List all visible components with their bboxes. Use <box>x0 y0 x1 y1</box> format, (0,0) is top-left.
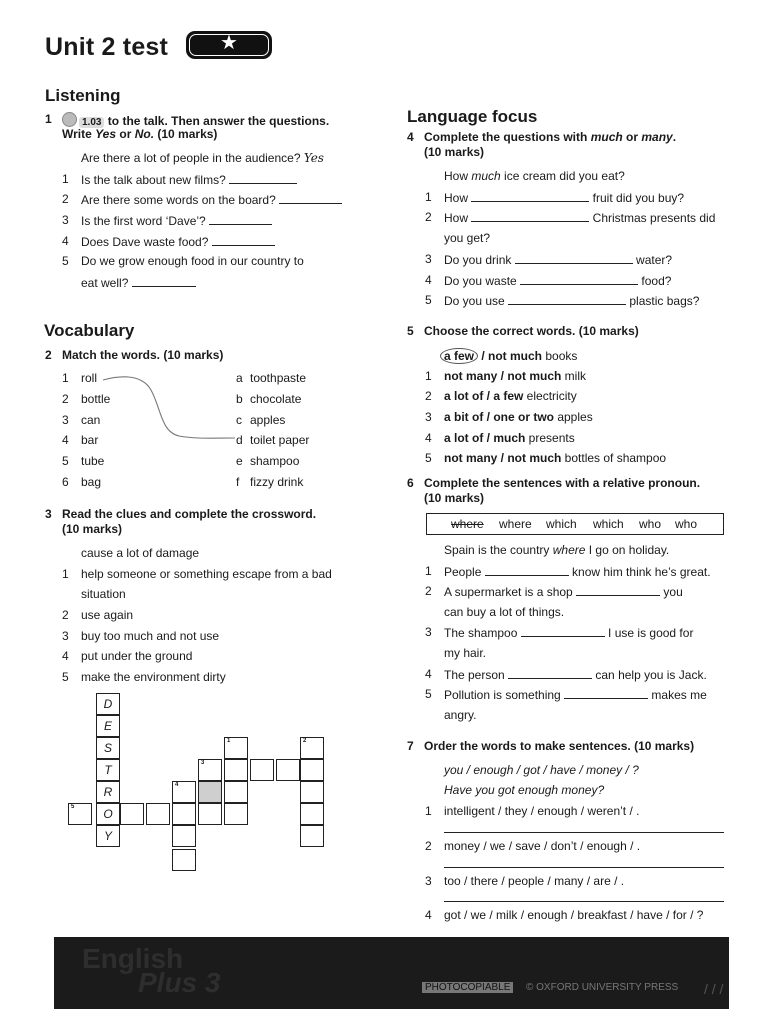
question-7-instruction: 7 Order the words to make sentences. (10 marks) <box>407 739 695 753</box>
crossword-cell[interactable] <box>172 803 196 825</box>
crossword-cell[interactable]: D <box>96 693 120 715</box>
question-5-item: 1 not many / not much milk <box>425 369 587 383</box>
matching-line <box>95 370 245 445</box>
clue-item-continuation: situation <box>81 587 126 601</box>
crossword-cell[interactable] <box>172 825 196 847</box>
question-7-example-prompt: you / enough / got / have / money / ? <box>444 763 639 777</box>
crossword-cell-shaded <box>198 781 222 803</box>
answer-blank[interactable] <box>471 210 589 222</box>
question-4-item: 1 How fruit did you buy? <box>425 190 685 205</box>
crossword-cell[interactable] <box>224 781 248 803</box>
question-4-item-continuation: you get? <box>444 231 491 245</box>
clue-item: 5 make the environment dirty <box>62 670 226 684</box>
word-box-item: which <box>593 517 624 531</box>
answer-blank[interactable] <box>515 252 633 264</box>
page-title: Unit 2 test <box>45 33 169 61</box>
match-left-item: 3 can <box>62 413 101 427</box>
language-focus-heading: Language focus <box>407 107 538 126</box>
question-7-item: 1 intelligent / they / enough / weren’t / . <box>425 804 640 818</box>
word-box-item: who <box>675 517 698 531</box>
question-4-item: 5 Do you use plastic bags? <box>425 293 700 308</box>
answer-blank[interactable] <box>520 273 638 285</box>
question-4-item: 3 Do you drink water? <box>425 252 673 267</box>
crossword-cell[interactable]: S <box>96 737 120 759</box>
question-5-item: 5 not many / not much bottles of shampoo <box>425 451 667 465</box>
crossword-cell[interactable] <box>300 803 324 825</box>
question-1-item: 1 Is the talk about new films? <box>62 172 362 187</box>
question-6-item: 5 Pollution is something makes me <box>425 687 707 702</box>
question-2-instruction: 2 Match the words. (10 marks) <box>45 348 224 362</box>
crossword-cell[interactable]: 3 <box>198 759 222 781</box>
answer-blank[interactable] <box>212 234 275 246</box>
match-right-item: e shampoo <box>236 454 300 468</box>
word-box-item: who <box>639 517 662 531</box>
audio-cd-icon <box>62 112 77 127</box>
english-plus-logo-number: Plus 3 <box>138 967 221 998</box>
crossword-cell[interactable]: 1 <box>224 737 248 759</box>
answer-line[interactable] <box>444 901 724 902</box>
crossword-cell[interactable]: 4 <box>172 781 196 803</box>
answer-blank[interactable] <box>132 275 196 287</box>
answer-blank[interactable] <box>508 667 592 679</box>
question-1-item-continuation: eat well? <box>81 275 196 290</box>
question-1-item: 4 Does Dave waste food? <box>62 234 362 249</box>
clue-item: 1 help someone or something escape from a bad <box>62 567 332 581</box>
crossword-cell[interactable]: 2 <box>300 737 324 759</box>
listening-heading: Listening <box>45 86 121 105</box>
match-right-item: a toothpaste <box>236 371 307 385</box>
match-right-item: f fizzy drink <box>236 475 304 489</box>
question-7-item: 2 money / we / save / don’t / enough / . <box>425 839 641 853</box>
crossword-cell[interactable]: R <box>96 781 120 803</box>
answer-line[interactable] <box>444 867 724 868</box>
crossword-cell[interactable]: T <box>96 759 120 781</box>
question-5-example: a few / not much books <box>444 348 577 364</box>
question-6-item: 4 The person can help you is Jack. <box>425 667 707 682</box>
question-4-item: 4 Do you waste food? <box>425 273 672 288</box>
word-box-item: which <box>546 517 577 531</box>
crossword-cell[interactable] <box>300 759 324 781</box>
question-4-instruction: 4 Complete the questions with much or many. (10 marks) <box>407 130 677 159</box>
footer-banner <box>54 937 729 1009</box>
crossword-cell[interactable]: 5 <box>68 803 92 825</box>
word-box-item: where <box>499 517 532 531</box>
question-7-item: 3 too / there / people / many / are / . <box>425 874 625 888</box>
match-left-item: 1 roll <box>62 371 98 385</box>
crossword-cell[interactable] <box>276 759 300 781</box>
slash-decoration: / / / <box>704 981 724 997</box>
question-6-instruction: 6 Complete the sentences with a relative pronoun. (10 marks) <box>407 476 701 505</box>
photocopiable-label: PHOTOCOPIABLE <box>422 982 513 993</box>
question-6-item: 1 People know him think he’s great. <box>425 564 711 579</box>
question-3-example: cause a lot of damage <box>81 546 200 560</box>
question-6-item: 3 The shampoo I use is good for <box>425 625 694 640</box>
question-6-item-continuation: my hair. <box>444 646 487 660</box>
match-right-item: d toilet paper <box>236 433 310 447</box>
track-number: 1.03 <box>79 117 104 128</box>
question-5-item: 2 a lot of / a few electricity <box>425 389 577 403</box>
question-1-item: 5 Do we grow enough food in our country to <box>62 254 304 268</box>
word-box <box>426 513 724 535</box>
crossword-cell[interactable]: O <box>96 803 120 825</box>
match-left-item: 5 tube <box>62 454 105 468</box>
question-5-item: 4 a lot of / much presents <box>425 431 575 445</box>
vocabulary-heading: Vocabulary <box>44 321 135 340</box>
clue-item: 4 put under the ground <box>62 649 193 663</box>
match-right-item: b chocolate <box>236 392 302 406</box>
crossword-cell[interactable] <box>172 849 196 871</box>
question-6-item-continuation: angry. <box>444 708 477 722</box>
crossword-cell[interactable] <box>146 803 170 825</box>
question-1-instruction: 1 1.03 to the talk. Then answer the questions. Write Yes or No. (10 marks) <box>45 112 330 141</box>
answer-blank[interactable] <box>279 192 342 204</box>
star-level-badge <box>186 31 272 59</box>
answer-blank[interactable] <box>564 687 648 699</box>
crossword-cell[interactable] <box>224 759 248 781</box>
clue-item: 2 use again <box>62 608 134 622</box>
answer-blank[interactable] <box>209 213 272 225</box>
answer-blank[interactable] <box>485 564 569 576</box>
question-7-example-answer: Have you got enough money? <box>444 783 605 797</box>
crossword-cell[interactable] <box>250 759 274 781</box>
match-left-item: 2 bottle <box>62 392 111 406</box>
star-icon: ★ <box>220 32 238 54</box>
match-right-item: c apples <box>236 413 286 427</box>
crossword-cell[interactable] <box>198 803 222 825</box>
question-4-example: How much ice cream did you eat? <box>444 169 625 183</box>
answer-blank[interactable] <box>521 625 605 637</box>
question-6-example: Spain is the country where I go on holiday. <box>444 543 670 557</box>
question-5-instruction: 5 Choose the correct words. (10 marks) <box>407 324 639 338</box>
crossword-cell[interactable] <box>300 781 324 803</box>
question-7-item: 4 got / we / milk / enough / breakfast / have / for / ? <box>425 908 704 922</box>
answer-blank[interactable] <box>471 190 589 202</box>
question-1-item: 2 Are there some words on the board? <box>62 192 362 207</box>
question-1-example: Are there a lot of people in the audience? Yes <box>81 151 324 165</box>
answer-blank[interactable] <box>229 172 297 184</box>
crossword-cell[interactable]: Y <box>96 825 120 847</box>
answer-line[interactable] <box>444 832 724 833</box>
question-4-item: 2 How Christmas presents did <box>425 210 716 225</box>
english-plus-logo-text: English <box>82 943 184 974</box>
match-left-item: 6 bag <box>62 475 102 489</box>
question-1-item: 3 Is the first word ‘Dave’? <box>62 213 362 228</box>
question-6-item: 2 A supermarket is a shop you <box>425 584 683 599</box>
crossword-cell[interactable] <box>120 803 144 825</box>
publisher-copyright: © OXFORD UNIVERSITY PRESS <box>526 982 679 993</box>
question-3-instruction: 3 Read the clues and complete the crossword. (10 marks) <box>45 507 317 536</box>
circled-answer: a few <box>440 348 478 364</box>
crossword-cell[interactable] <box>224 803 248 825</box>
clue-item: 3 buy too much and not use <box>62 629 220 643</box>
answer-blank[interactable] <box>576 584 660 596</box>
word-box-item: where <box>451 517 484 531</box>
answer-blank[interactable] <box>508 293 626 305</box>
question-5-item: 3 a bit of / one or two apples <box>425 410 593 424</box>
question-6-item-continuation: can buy a lot of things. <box>444 605 565 619</box>
crossword-cell[interactable] <box>300 825 324 847</box>
match-left-item: 4 bar <box>62 433 99 447</box>
crossword-cell[interactable]: E <box>96 715 120 737</box>
